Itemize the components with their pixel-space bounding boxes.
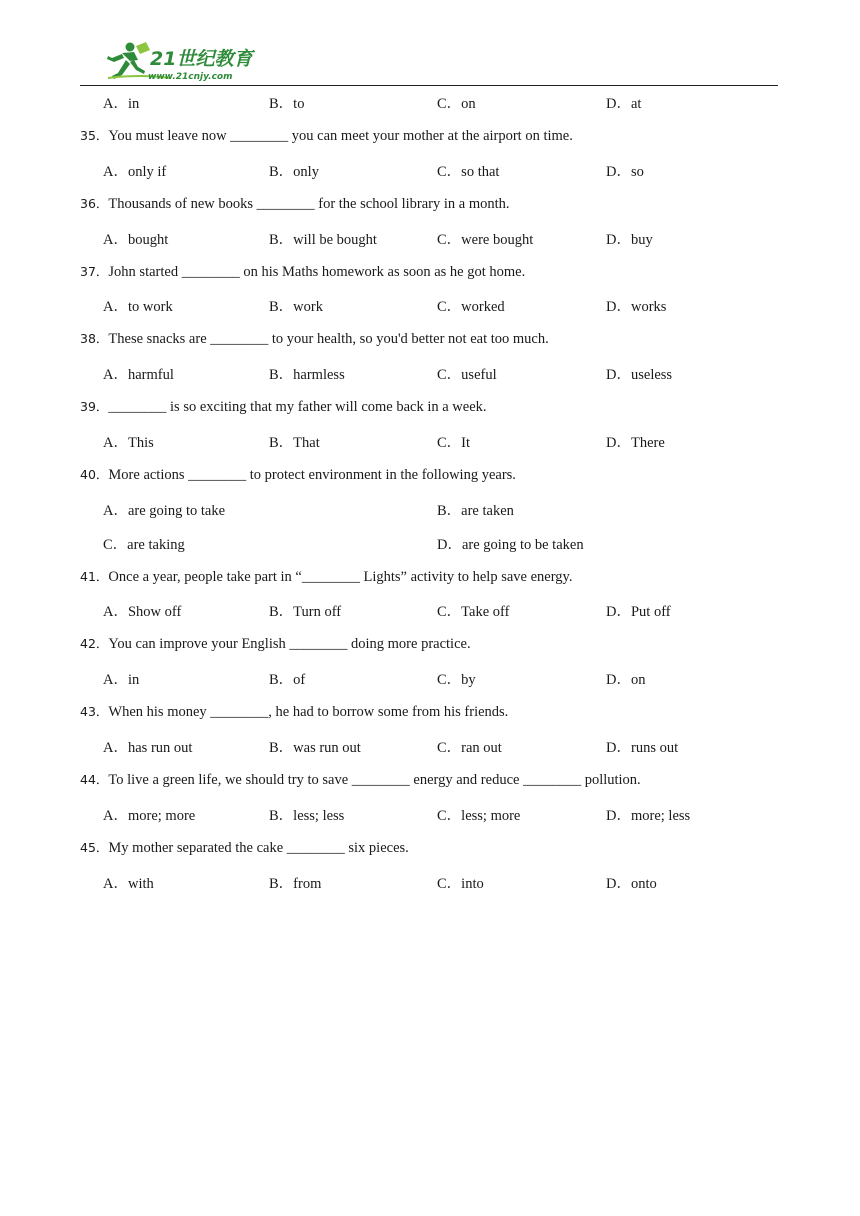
question-38-options: [80, 364, 780, 432]
logo-url: www.21cnjy.com: [148, 72, 233, 82]
option-row: [103, 162, 783, 182]
question-44-options: [80, 805, 780, 873]
option-row: [103, 365, 783, 385]
question-45-options: [80, 873, 780, 941]
option-b[interactable]: B．harmless: [269, 367, 345, 384]
page-header: [100, 40, 778, 86]
option-d[interactable]: D．on: [606, 672, 646, 689]
option-d[interactable]: D．more; less: [606, 807, 691, 824]
option-c[interactable]: C．into: [437, 875, 484, 892]
question-37-options: [80, 296, 780, 364]
option-b[interactable]: B．from: [269, 875, 322, 892]
option-row: [103, 874, 783, 894]
option-a[interactable]: A．in: [103, 96, 140, 112]
question-35-options: [80, 161, 780, 229]
option-c[interactable]: C．so that: [437, 163, 500, 180]
option-a[interactable]: A．more; more: [103, 807, 196, 824]
21cnjy-logo: [100, 40, 270, 84]
option-c[interactable]: C．useful: [437, 367, 497, 384]
question-stem: 45．My mother separated the cake ________ six pieces.: [80, 839, 409, 856]
option-a[interactable]: A．This: [103, 434, 154, 451]
option-d[interactable]: D．useless: [606, 367, 673, 384]
option-row: [103, 433, 783, 453]
option-b[interactable]: B．are taken: [437, 502, 514, 519]
option-c[interactable]: C．It: [437, 434, 471, 451]
option-d[interactable]: D．There: [606, 434, 665, 451]
question-stem: 39．________ is so exciting that my father will come back in a week.: [80, 399, 487, 416]
option-c[interactable]: C．ran out: [437, 739, 502, 756]
option-d[interactable]: D．onto: [606, 875, 657, 892]
option-b[interactable]: B．was run out: [269, 739, 361, 756]
option-b[interactable]: B．less; less: [269, 807, 345, 824]
question-list: [80, 93, 780, 940]
option-row: [103, 230, 783, 250]
option-row: [103, 670, 783, 690]
option-row: [103, 806, 783, 826]
option-b[interactable]: B．will be bought: [269, 231, 377, 248]
header-rule: [80, 85, 778, 86]
question-40-options: [80, 500, 780, 602]
option-a[interactable]: A．has run out: [103, 739, 193, 756]
option-b[interactable]: B．of: [269, 672, 306, 689]
option-b[interactable]: B．Turn off: [269, 604, 342, 621]
option-c[interactable]: C．less; more: [437, 807, 521, 824]
option-a[interactable]: A．are going to take: [103, 502, 226, 519]
option-c[interactable]: C．are taking: [103, 536, 185, 553]
option-a[interactable]: A．in: [103, 672, 140, 689]
question-stem: 42．You can improve your English ________ doing more practice.: [80, 636, 471, 653]
question-stem: 36．Thousands of new books ________ for the school library in a month.: [80, 195, 510, 212]
option-row: [103, 94, 783, 114]
question-stem: 43．When his money ________, he had to borrow some from his friends.: [80, 704, 509, 721]
option-d[interactable]: D．at: [606, 96, 642, 112]
option-c[interactable]: C．by: [437, 672, 476, 689]
option-a[interactable]: A．bought: [103, 231, 169, 248]
question-42-options: [80, 669, 780, 737]
option-d[interactable]: D．works: [606, 299, 667, 316]
option-c[interactable]: C．were bought: [437, 231, 534, 248]
option-a[interactable]: A．to work: [103, 299, 173, 316]
option-row: [103, 602, 783, 622]
question-stem: 44．To live a green life, we should try to save ________ energy and reduce ________ pollution.: [80, 771, 641, 788]
option-b[interactable]: B．work: [269, 299, 323, 316]
question-43-options: [80, 737, 780, 805]
option-d[interactable]: D．buy: [606, 231, 653, 248]
option-row: [103, 297, 783, 317]
option-b[interactable]: B．to: [269, 96, 305, 112]
question-stem: 41．Once a year, people take part in “________ Lights” activity to help save energy.: [80, 568, 573, 585]
question-41-options: [80, 601, 780, 669]
question-34-options: [80, 93, 780, 161]
question-stem: 40．More actions ________ to protect environment in the following years.: [80, 466, 516, 483]
logo-text: 21世纪教育: [150, 48, 253, 70]
question-stem: 35．You must leave now ________ you can meet your mother at the airport on time.: [80, 128, 573, 144]
option-d[interactable]: D．Put off: [606, 604, 671, 621]
option-a[interactable]: A．with: [103, 875, 154, 892]
option-b[interactable]: B．only: [269, 163, 319, 180]
option-d[interactable]: D．are going to be taken: [437, 536, 584, 553]
option-c[interactable]: C．worked: [437, 299, 505, 316]
option-a[interactable]: A．harmful: [103, 367, 174, 384]
option-c[interactable]: C．on: [437, 96, 476, 112]
option-c[interactable]: C．Take off: [437, 604, 510, 621]
option-a[interactable]: A．Show off: [103, 604, 182, 621]
option-a[interactable]: A．only if: [103, 163, 167, 180]
question-stem: 37．John started ________ on his Maths homework as soon as he got home.: [80, 263, 526, 280]
question-39-options: [80, 432, 780, 500]
option-d[interactable]: D．so: [606, 163, 644, 180]
option-b[interactable]: B．That: [269, 434, 320, 451]
option-row: [103, 535, 783, 555]
question-36-options: [80, 229, 780, 297]
option-row: [103, 501, 783, 521]
option-d[interactable]: D．runs out: [606, 739, 679, 756]
option-row: [103, 738, 783, 758]
question-stem: 38．These snacks are ________ to your health, so you'd better not eat too much.: [80, 331, 549, 348]
